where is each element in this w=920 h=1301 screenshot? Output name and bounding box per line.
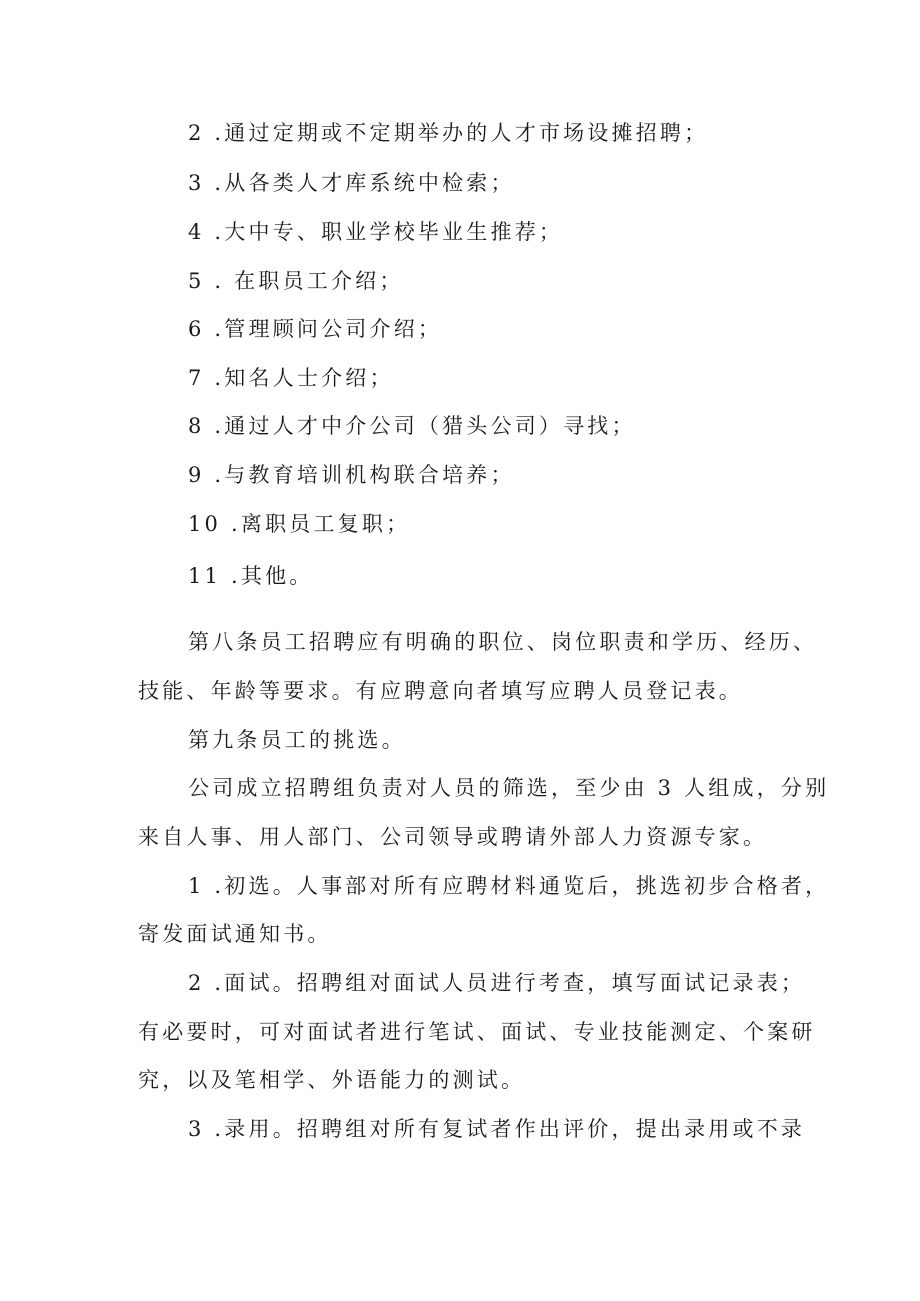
step-1-line-1: 1 .初选。人事部对所有应聘材料通览后，挑选初步合格者， — [188, 874, 830, 898]
list-item: 9 .与教育培训机构联合培养； — [188, 463, 515, 487]
list-item: 5 . 在职员工介绍； — [188, 269, 404, 293]
article-9-heading: 第九条员工的挑选。 — [188, 728, 406, 752]
list-item: 11 .其他。 — [188, 564, 314, 588]
step-1-line-2: 寄发面试通知书。 — [138, 922, 332, 946]
list-item: 10 .离职员工复职； — [188, 512, 411, 536]
step-3-line-1: 3 .录用。招聘组对所有复试者作出评价，提出录用或不录 — [188, 1117, 806, 1141]
step-2-line-3: 究，以及笔相学、外语能力的测试。 — [138, 1068, 526, 1092]
list-item: 6 .管理顾问公司介绍； — [188, 317, 443, 341]
step-2-line-2: 有必要时，可对面试者进行笔试、面试、专业技能测定、个案研 — [138, 1020, 816, 1044]
paragraph-line: 来自人事、用人部门、公司领导或聘请外部人力资源专家。 — [138, 825, 768, 849]
list-item: 3 .从各类人才库系统中检索； — [188, 171, 515, 195]
list-item: 8 .通过人才中介公司（猎头公司）寻找； — [188, 414, 636, 438]
list-item: 2 .通过定期或不定期举办的人才市场设摊招聘； — [188, 121, 709, 145]
article-8-line-1: 第八条员工招聘应有明确的职位、岗位职责和学历、经历、 — [188, 630, 818, 654]
paragraph-line: 公司成立招聘组负责对人员的筛选，至少由 3 人组成，分别 — [188, 776, 830, 800]
list-item: 7 .知名人士介绍； — [188, 366, 394, 390]
list-item: 4 .大中专、职业学校毕业生推荐； — [188, 220, 564, 244]
article-8-line-2: 技能、年龄等要求。有应聘意向者填写应聘人员登记表。 — [138, 679, 743, 703]
step-2-line-1: 2 .面试。招聘组对面试人员进行考查，填写面试记录表； — [188, 971, 806, 995]
